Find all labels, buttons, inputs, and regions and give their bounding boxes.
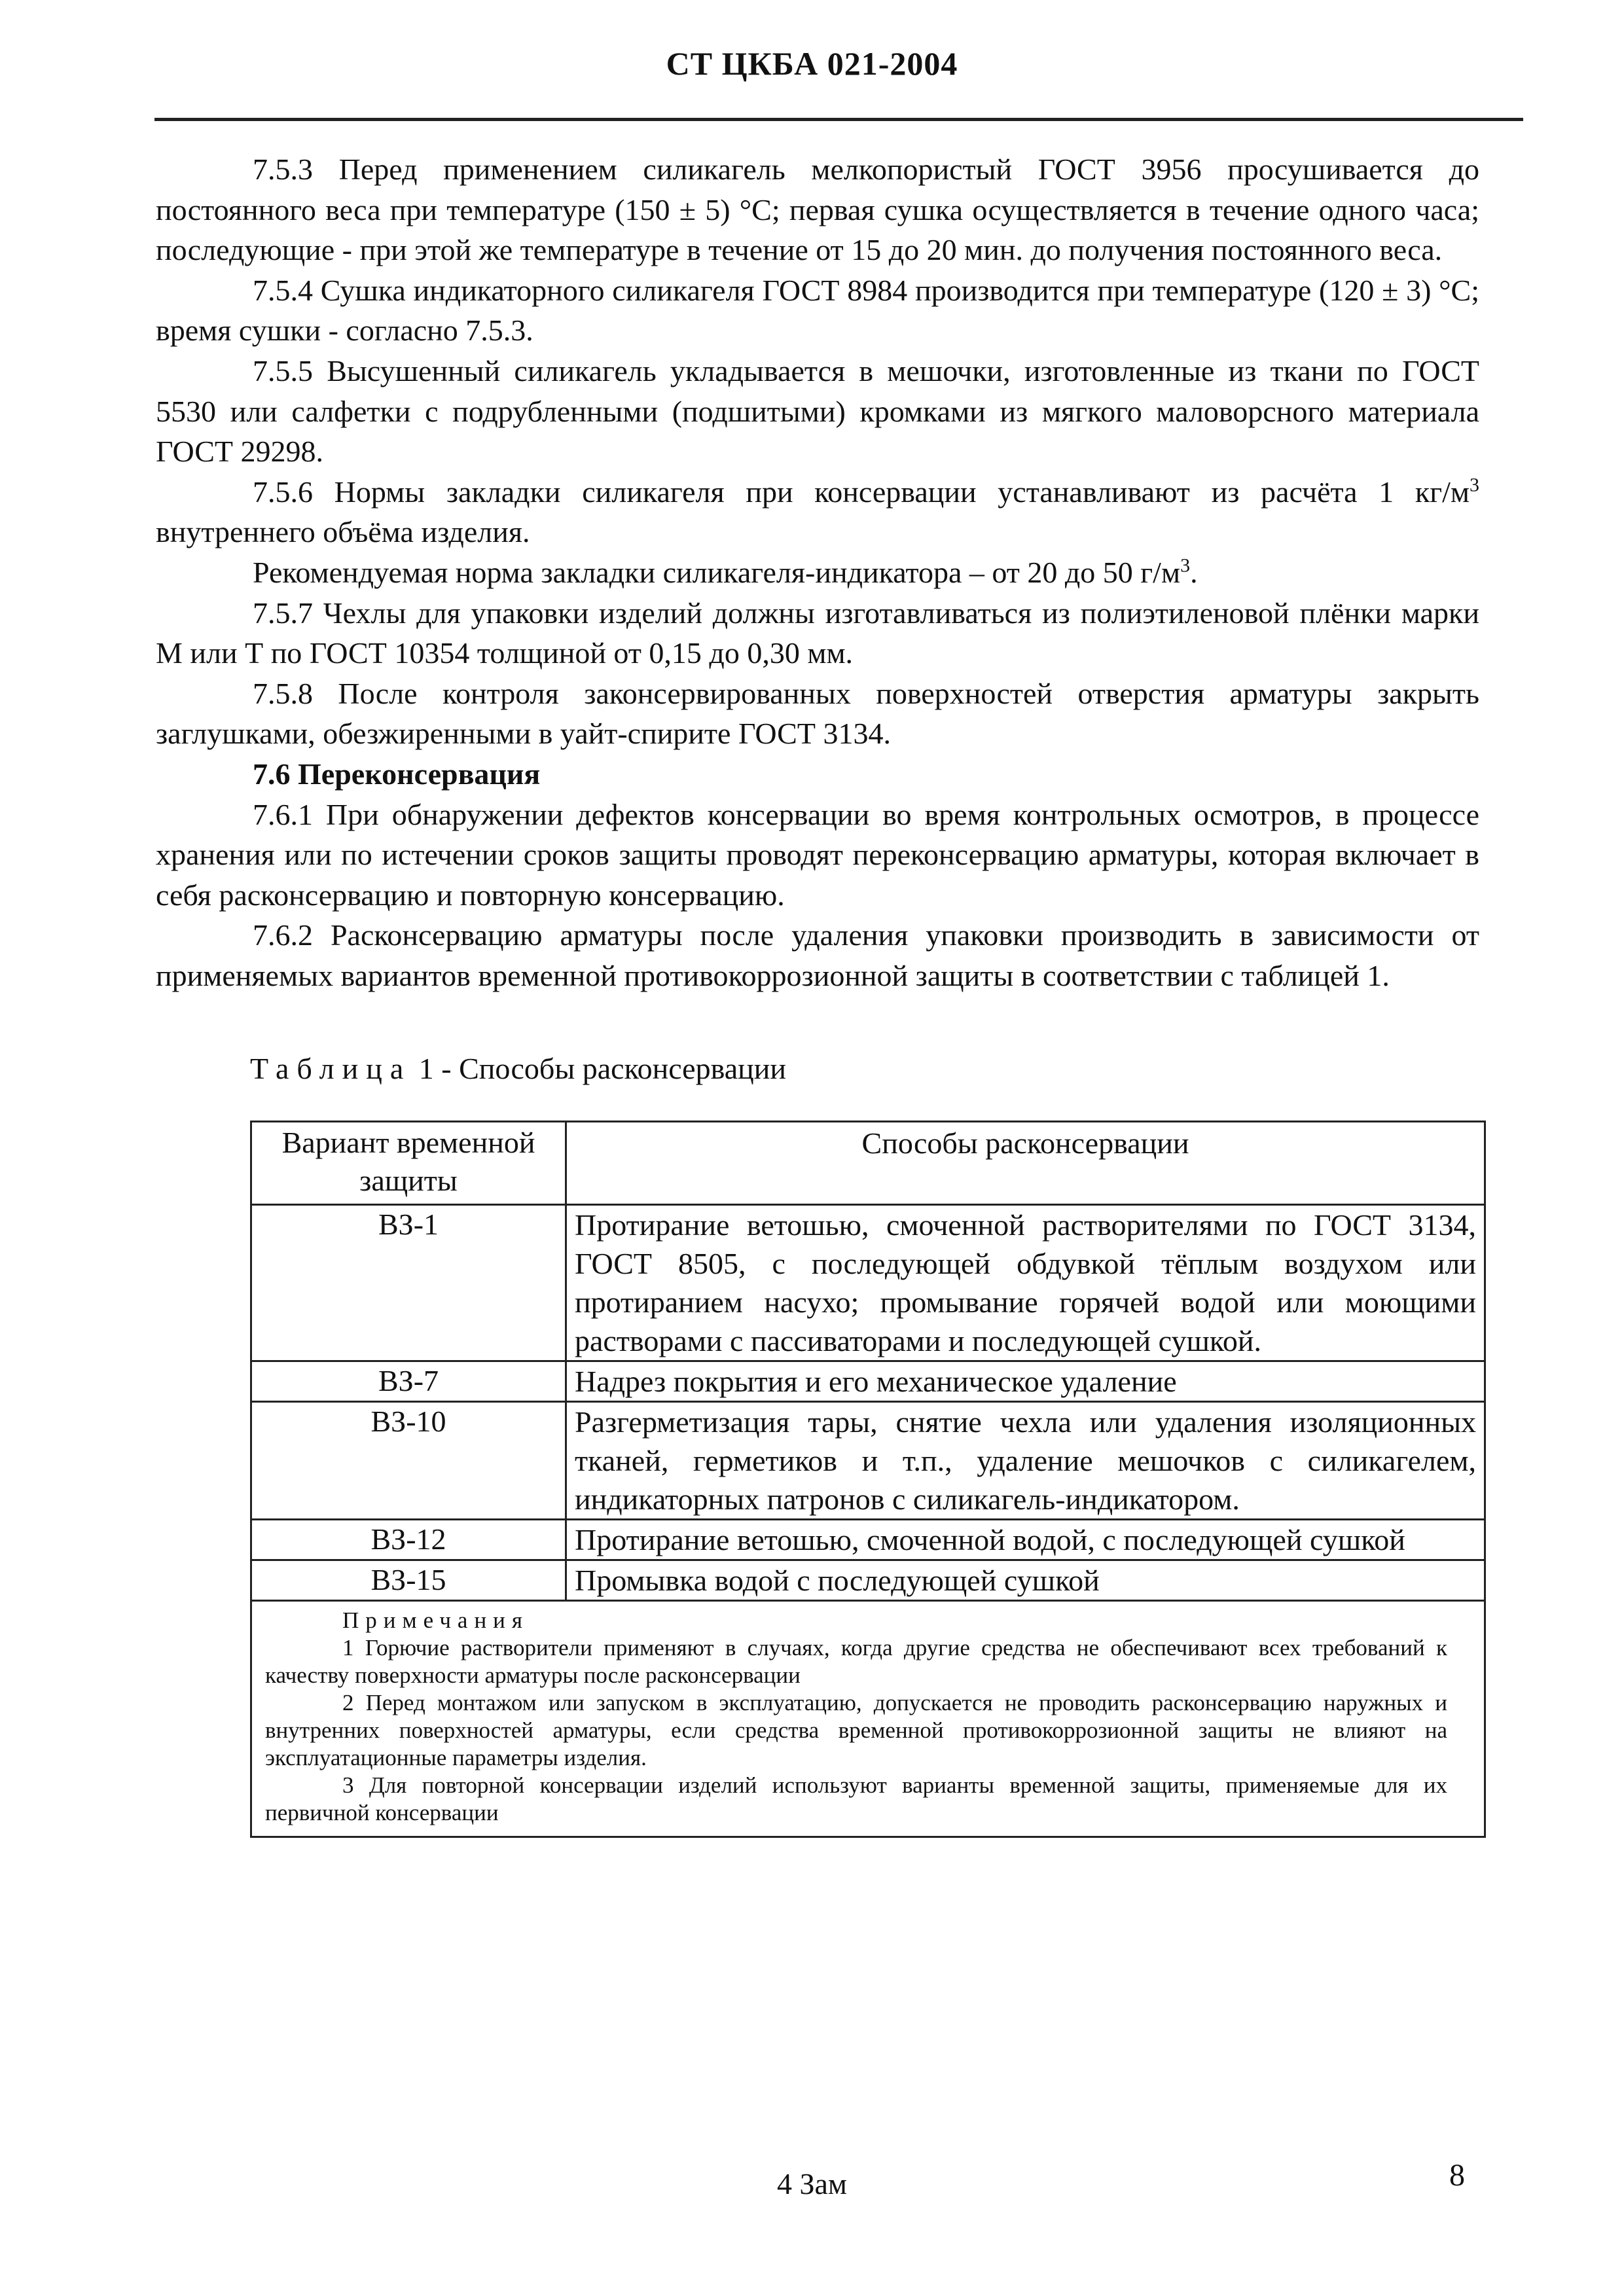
decommissioning-table bbox=[250, 1121, 1486, 1838]
paragraph-recommended-norm: Рекомендуемая норма закладки силикагеля-индикатора – от 20 до 50 $г/м^3$. bbox=[253, 554, 1198, 589]
table-row bbox=[251, 1560, 1485, 1601]
superscript: 3 bbox=[1470, 474, 1479, 496]
table-row bbox=[251, 1361, 1485, 1402]
method-cell: Надрез покрытия и его механическое удаление bbox=[566, 1361, 1485, 1402]
table-caption-label: Таблица bbox=[250, 1052, 412, 1085]
superscript: 3 bbox=[1180, 554, 1191, 577]
method-cell: Разгерметизация тары, снятие чехла или удаления изоляционных тканей, герметиков и т.п., удаление мешочков с силикагелем, индикаторных патронов с силикагель-индикатором. bbox=[566, 1402, 1485, 1520]
header-rule bbox=[154, 118, 1523, 121]
column-header-variant: Вариант временной защиты bbox=[251, 1122, 566, 1205]
table-notes bbox=[251, 1601, 1485, 1837]
table-header-row bbox=[251, 1122, 1485, 1205]
change-note: 4 Зам bbox=[776, 2167, 848, 2200]
paragraph-7-5-3: 7.5.3 Перед применением силикагель мелкопористый ГОСТ 3956 просушивается до постоянного веса при температуре (150 ± 5) °С; первая сушка осуществляется в течение одного часа; последующие - при этой же температуре в течение от 15 до 20 мин. до получения постоянного веса. bbox=[156, 152, 1479, 267]
variant-cell: ВЗ-10 bbox=[251, 1402, 566, 1520]
page-number: 8 bbox=[1449, 2158, 1465, 2193]
table-caption-text: 1 - Способы расконсервации bbox=[418, 1052, 786, 1085]
document-header: СТ ЦКБА 021-2004 bbox=[666, 45, 958, 82]
variant-cell: ВЗ-1 bbox=[251, 1205, 566, 1361]
note-item: 2 Перед монтажом или запуском в эксплуатацию, допускается не проводить расконсервацию наружных и внутренних поверхностей арматуры, если средства временной противокоррозионной защиты не влияют на эксплуатационные параметры изделия. bbox=[265, 1690, 1447, 1770]
paragraph-7-5-8: 7.5.8 После контроля законсервированных поверхностей отверстия арматуры закрыть заглушками, обезжиренными в уайт-спирите ГОСТ 3134. bbox=[156, 676, 1479, 751]
variant-cell: ВЗ-12 bbox=[251, 1520, 566, 1560]
method-cell: Промывка водой с последующей сушкой bbox=[566, 1560, 1485, 1601]
table-caption bbox=[250, 1051, 786, 1086]
variant-cell: ВЗ-7 bbox=[251, 1361, 566, 1402]
section-heading-7-6: 7.6 Переконсервация bbox=[253, 757, 541, 791]
body-text bbox=[156, 149, 1479, 996]
table-notes-row bbox=[251, 1601, 1485, 1837]
table-row bbox=[251, 1205, 1485, 1361]
note-item: 3 Для повторной консервации изделий используют варианты временной защиты, применяемые для их первичной консервации bbox=[265, 1772, 1447, 1825]
table-row bbox=[251, 1402, 1485, 1520]
variant-cell: ВЗ-15 bbox=[251, 1560, 566, 1601]
notes-title: Примечания bbox=[342, 1607, 530, 1633]
method-cell: Протирание ветошью, смоченной водой, с последующей сушкой bbox=[566, 1520, 1485, 1560]
paragraph-7-5-5: 7.5.5 Высушенный силикагель укладывается в мешочки, изготовленные из ткани по ГОСТ 5530 или салфетки с подрубленными (подшитыми) кромками из мягкого маловорсного материала ГОСТ 29298. bbox=[156, 353, 1479, 469]
table-row bbox=[251, 1520, 1485, 1560]
paragraph-7-5-6: 7.5.6 Нормы закладки силикагеля при консервации устанавливают из расчёта 1 $кг/м^3$ внутреннего объёма изделия. bbox=[156, 474, 1479, 549]
paragraph-7-5-7: 7.5.7 Чехлы для упаковки изделий должны изготавливаться из полиэтиленовой плёнки марки М или Т по ГОСТ 10354 толщиной от 0,15 до 0,30 мм. bbox=[156, 596, 1479, 670]
paragraph-7-6-1: 7.6.1 При обнаружении дефектов консервации во время контрольных осмотров, в процессе хранения или по истечении сроков защиты проводят переконсервацию арматуры, которая включает в себя расконсервацию и повторную консервацию. bbox=[156, 797, 1479, 912]
paragraph-7-6-2: 7.6.2 Расконсервацию арматуры после удаления упаковки производить в зависимости от применяемых вариантов временной противокоррозионной защиты в соответствии с таблицей 1. bbox=[156, 918, 1479, 992]
method-cell: Протирание ветошью, смоченной растворителями по ГОСТ 3134, ГОСТ 8505, с последующей обдувкой тёплым воздухом или протиранием насухо; промывание горячей водой или моющими растворами с пассиваторами и последующей сушкой. bbox=[566, 1205, 1485, 1361]
paragraph-7-5-4: 7.5.4 Сушка индикаторного силикагеля ГОСТ 8984 производится при температуре (120 ± 3) °С; время сушки - согласно 7.5.3. bbox=[156, 273, 1479, 348]
note-item: 1 Горючие растворители применяют в случаях, когда другие средства не обеспечивают всех требований к качеству поверхности арматуры после расконсервации bbox=[265, 1635, 1447, 1688]
column-header-methods: Способы расконсервации bbox=[566, 1122, 1485, 1205]
